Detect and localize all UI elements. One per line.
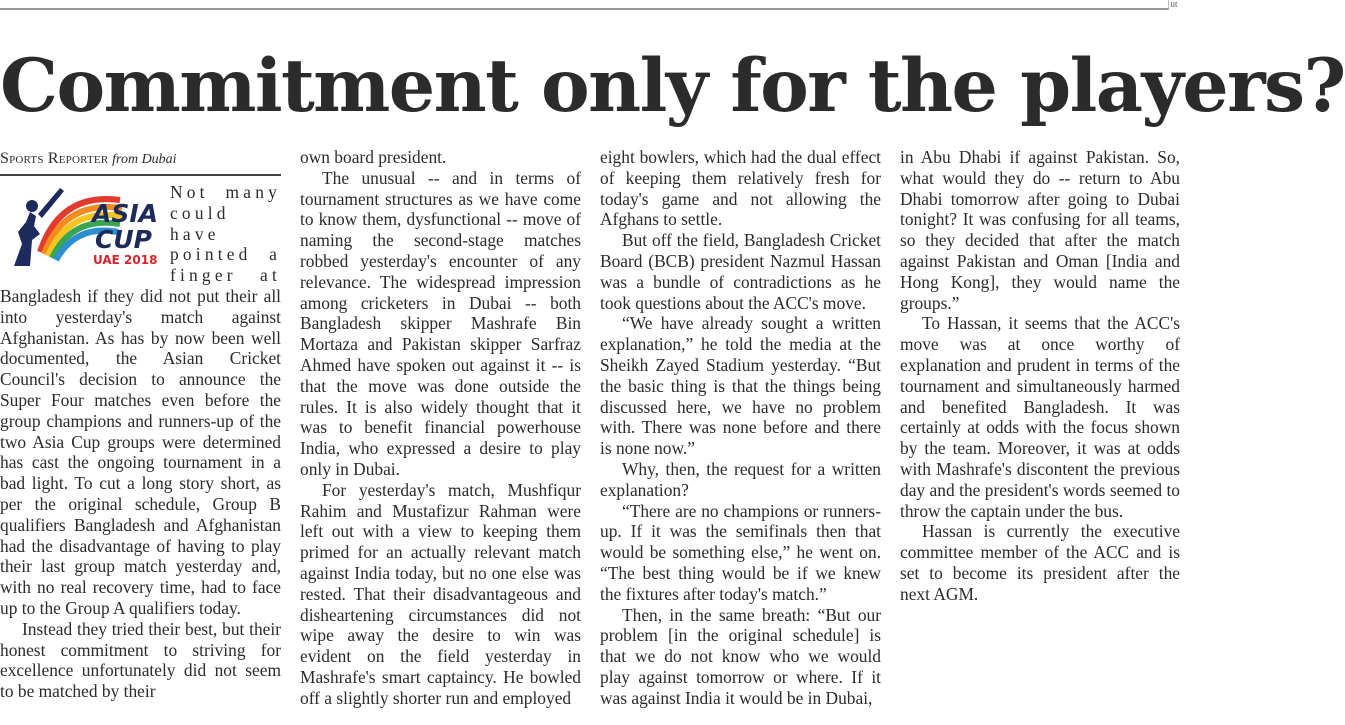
lead-line: pointed a [170, 244, 281, 265]
lead-line: could have [170, 202, 230, 244]
column-2 [300, 147, 581, 719]
paragraph-11: Hassan is currently the executive committee member of the ACC and is set to become its president after the next AGM. [900, 521, 1180, 604]
logo-text-cup: CUP [95, 225, 152, 254]
column-4 [900, 147, 1180, 719]
logo-text-asia: ASIA [92, 199, 159, 228]
column-3 [600, 147, 881, 719]
paragraph-1: Bangladesh if they did not put their all into yesterday's match against Afghanistan. As has by now been well documented, the Asian Cricket Council's decision to announce the Super Four matches even before the group champions and runners-up of the two Asia Cup groups were determined has cast the ongoing tournament in a bad light. To cut a long story short, as per the original schedule, Group B qualifiers Bangladesh and Afghanistan had the disadvantage of having to play their last group match yesterday and, with no real recovery time, had to face up to the Group A qualifiers today. [0, 285, 281, 618]
column-1 [0, 147, 281, 719]
byline-name: Sports Reporter [0, 150, 109, 167]
byline-location: from Dubai [112, 152, 177, 167]
paragraph-6: “We have already sought a written explanation,” he told the media at the Sheikh Zayed Stadium yesterday. “But the basic thing is that the things being discussed here, we have no problem with. There was none before and there is none now.” [600, 313, 881, 459]
paragraph-4-continued: eight bowlers, which had the dual effect of keeping them relatively fresh for today's game and not allowing the Afghans to settle. [600, 147, 881, 230]
paragraph-3: The unusual -- and in terms of tournament structures as we have come to know them, dysfunctional -- move of naming the second-stage matches robbed yesterday's encounter of any relevance. The widespread impression among cricketers in Dubai -- both Bangladesh skipper Mashrafe Bin Mortaza and Pakistan skipper Sarfraz Ahmed have spoken out against it -- is that the move was done outside the rules. It is also widely thought that it was to benefit financial powerhouse India, who expressed a desire to play only in Dubai. [300, 167, 581, 479]
lead-line: Not many [170, 182, 281, 202]
lead-line: finger at [170, 265, 281, 286]
paragraph-4: For yesterday's match, Mushfiqur Rahim and Mustafizur Rahman were left out with a view to keeping them primed for an actually relevant match against India today, but no one else was rested. That their disadvantageous and disheartening circumstances did not wipe away the desire to win was evident on the field yesterday in Mashrafe's smart captaincy. He bowled off a slightly shorter run and employed [300, 479, 581, 708]
top-frame-rule [0, 0, 1169, 10]
paragraph-8: “There are no champions or runners-up. If it was the semifinals then that would be something else,” he went on. “The best thing would be if we knew the fixtures after today's match.” [600, 500, 881, 604]
asia-cup-logo [0, 182, 166, 272]
paragraph-2-tail: own board president. [300, 147, 447, 167]
paragraph-7: Why, then, the request for a written explanation? [600, 458, 881, 500]
headline: Commitment only for the players? [0, 43, 1345, 129]
paragraph-10: To Hassan, it seems that the ACC's move was at once worthy of explanation and prudent in terms of the tournament and simultaneously harmed and benefited Bangladesh. It was certainly at odds with the focus shown by the team. Moreover, it was at odds with Mashrafe's discontent the previous day and the president's words seemed to throw the captain under the bus. [900, 313, 1180, 521]
paragraph-2: Instead they tried their best, but their honest commitment to striving for excellence unfortunately did not seem to be matched by their [0, 618, 281, 702]
paragraph-9-continued: in Abu Dhabi if against Pakistan. So, what would they do -- return to Abu Dhabi tomorrow after going to Dubai tonight? It was confusing for all teams, so they decided that after the match against Pakistan and Oman [India and Hong Kong], they would name the groups.” [900, 147, 1180, 313]
paragraph-9: Then, in the same breath: “But our problem [in the original schedule] is that we do not know who we would play against tomorrow or where. If it was against India it would be in Dubai, [600, 604, 881, 708]
paragraph-5: But off the field, Bangladesh Cricket Board (BCB) president Nazmul Hassan was a bundle of contradictions as he took questions about the ACC's move. [600, 230, 881, 313]
byline [0, 147, 281, 176]
edge-mark: ut [1170, 0, 1178, 9]
logo-text-event: UAE 2018 [93, 253, 158, 267]
